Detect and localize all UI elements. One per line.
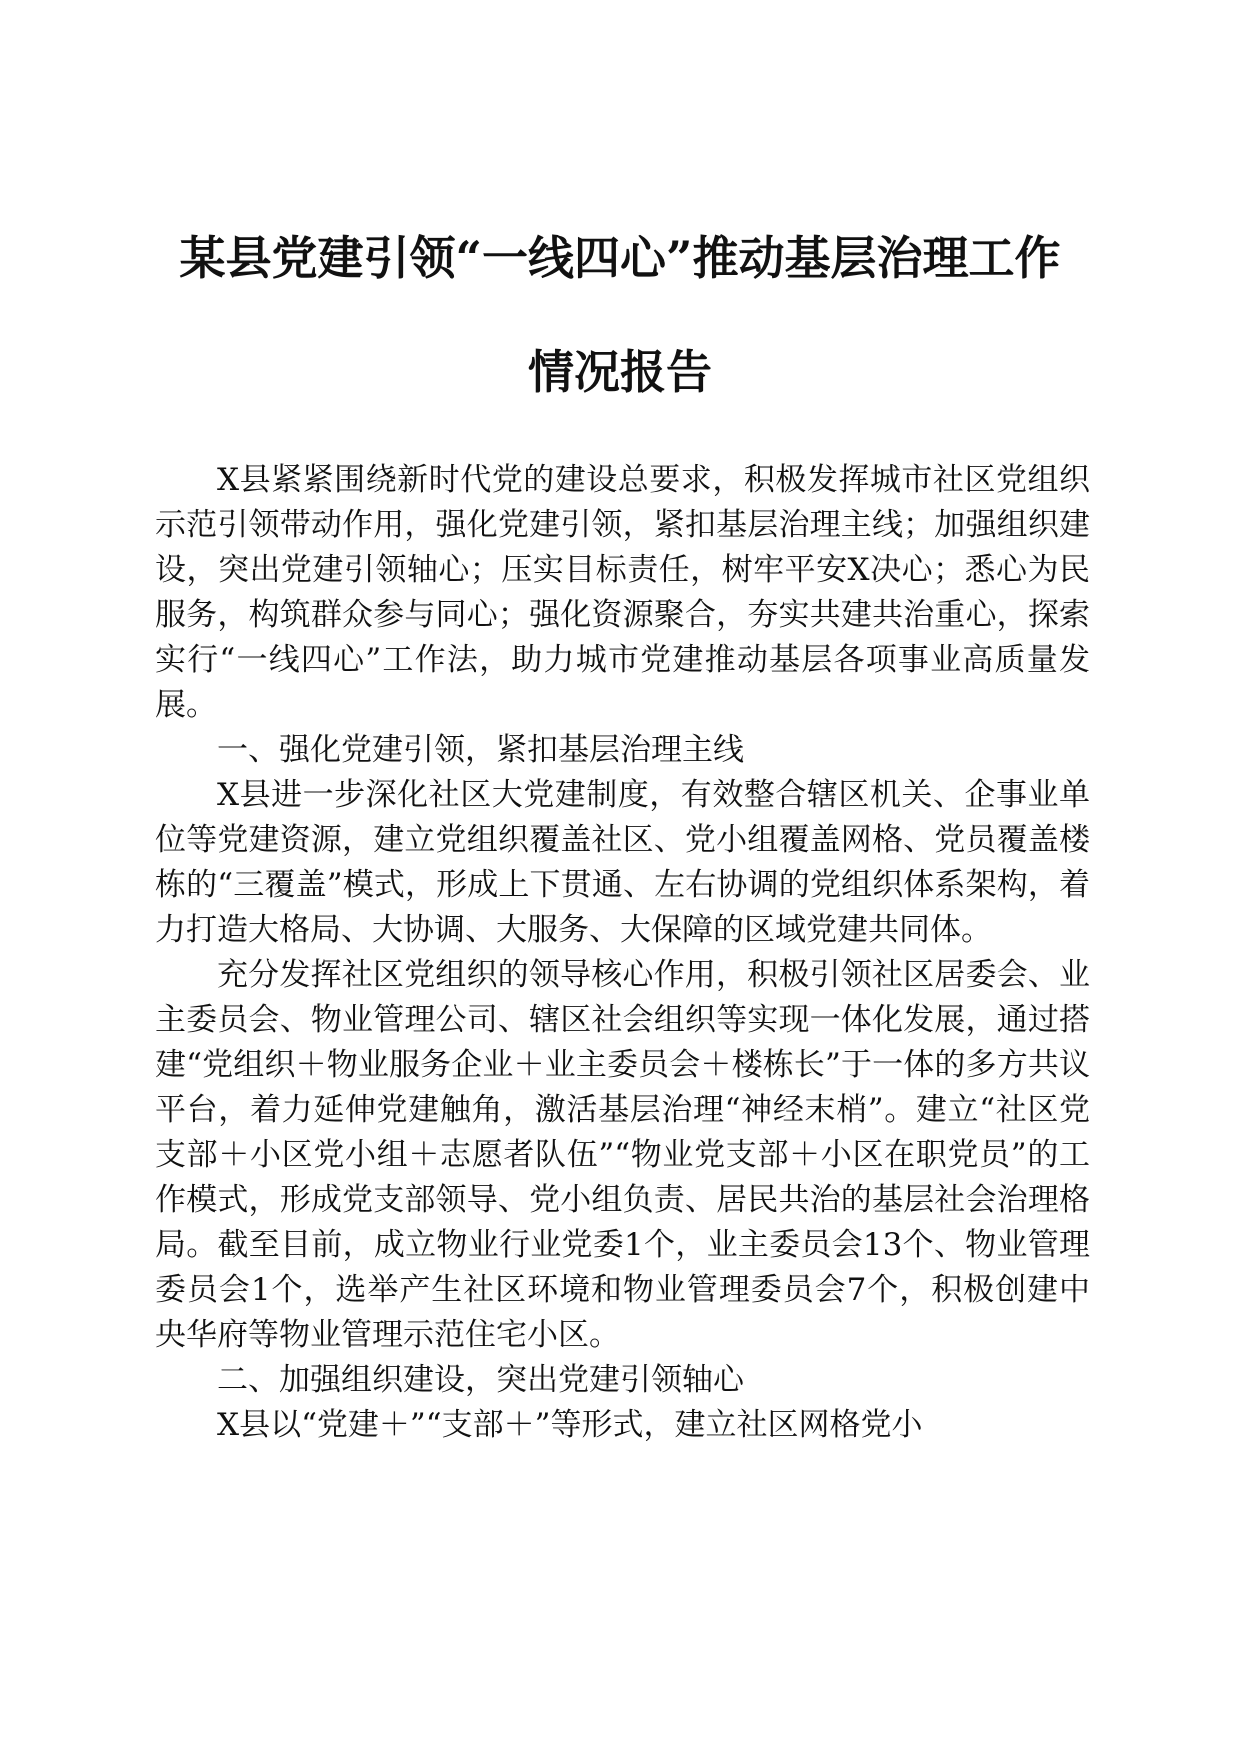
- intro-paragraph: X县紧紧围绕新时代党的建设总要求，积极发挥城市社区党组织示范引领带动作用，强化党建引领，紧扣基层治理主线；加强组织建设，突出党建引领轴心；压实目标责任，树牢平安X决心；悉心为民服务，构筑群众参与同心；强化资源聚合，夯实共建共治重心，探索实行“一线四心”工作法，助力城市党建推动基层各项事业高质量发展。: [155, 462, 1090, 723]
- document-body: [155, 458, 1090, 1448]
- section1-paragraph-1: X县进一步深化社区大党建制度，有效整合辖区机关、企事业单位等党建资源，建立党组织覆盖社区、党小组覆盖网格、党员覆盖楼栋的“三覆盖”模式，形成上下贯通、左右协调的党组织体系架构，着力打造大格局、大协调、大服务、大保障的区域党建共同体。: [155, 777, 1090, 948]
- section-heading-1: 一、强化党建引领，紧扣基层治理主线: [217, 732, 744, 768]
- section2-paragraph-1: X县以“党建＋”“支部＋”等形式，建立社区网格党小: [217, 1407, 923, 1443]
- section1-paragraph-2: 充分发挥社区党组织的领导核心作用，积极引领社区居委会、业主委员会、物业管理公司、辖区社会组织等实现一体化发展，通过搭建“党组织＋物业服务企业＋业主委员会＋楼栋长”于一体的多方共议平台，着力延伸党建触角，激活基层治理“神经末梢”。建立“社区党支部＋小区党小组＋志愿者队伍”“物业党支部＋小区在职党员”的工作模式，形成党支部领导、党小组负责、居民共治的基层社会治理格局。截至目前，成立物业行业党委1个，业主委员会13个、物业管理委员会1个，选举产生社区环境和物业管理委员会7个，积极创建中央华府等物业管理示范住宅小区。: [155, 957, 1090, 1353]
- section-heading-2: 二、加强组织建设，突出党建引领轴心: [217, 1362, 744, 1398]
- document-title-line2: 情况报告: [528, 345, 712, 399]
- document-title-line1: 某县党建引领“一线四心”推动基层治理工作: [179, 231, 1061, 285]
